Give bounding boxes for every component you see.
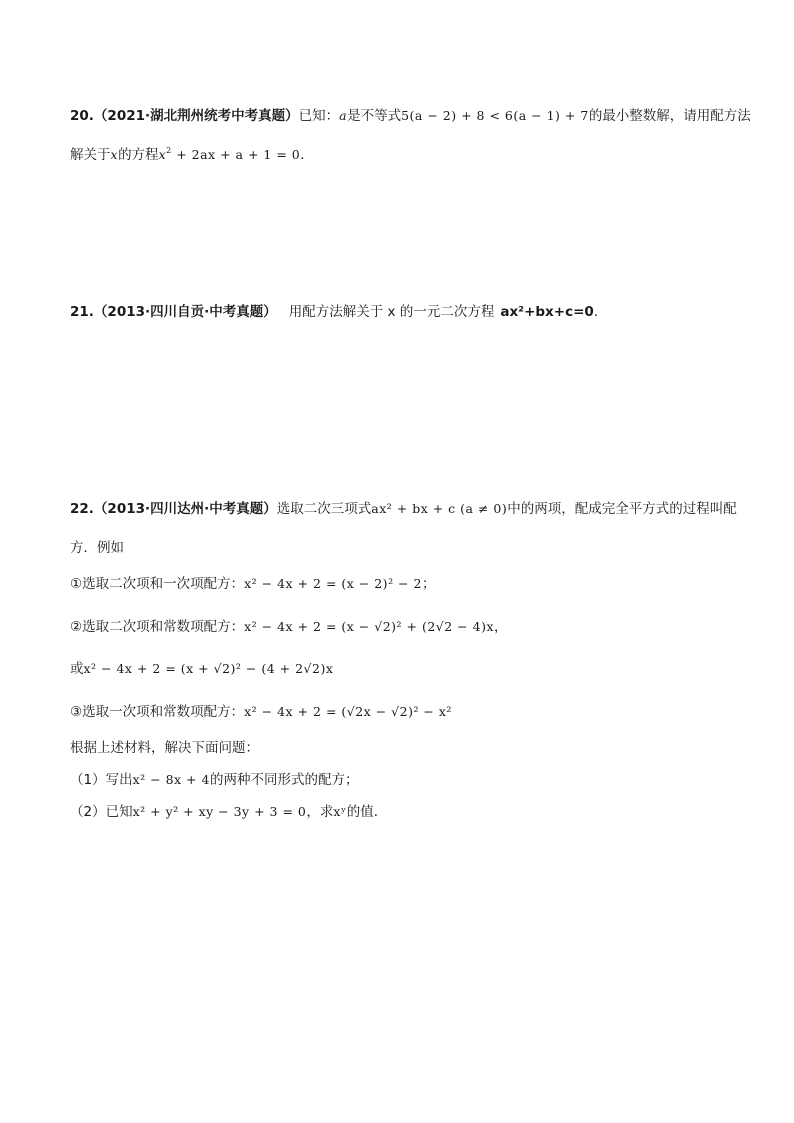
q21-line: [70, 302, 598, 322]
q21-number: 21.: [70, 304, 94, 320]
q21-end: .: [593, 304, 599, 320]
q22-item1-equation: x² − 4x + 2 = (x − 2)² − 2: [244, 576, 422, 591]
q22-item3-equation: x² − 4x + 2 = (√2x − √2)² − x²: [244, 704, 452, 719]
q20-text-1: 已知：: [298, 108, 340, 124]
q22-item3: [70, 702, 452, 722]
q22-sub1-expr: x² − 8x + 4: [132, 772, 210, 787]
q22-sub1-label: （1）写出: [70, 772, 133, 788]
q22-intro: [70, 738, 259, 758]
q20-equation: $x^2 + 2ax + a + 1 = 0$: [158, 146, 301, 162]
q22-trinomial: ax² + bx + c (a ≠ 0): [371, 501, 508, 516]
q22-text-3: 方．例如: [70, 540, 124, 556]
q22-sub2-target: xʸ: [333, 804, 347, 819]
q22-sub1: [70, 770, 358, 790]
q20-end: .: [300, 147, 305, 163]
q22-item2-end: ，: [494, 619, 508, 635]
q22-item1: [70, 574, 435, 594]
q22-item1-end: ；: [421, 576, 436, 592]
q22-alt: [70, 659, 333, 679]
q22-item3-label: ③选取一次项和常数项配方：: [70, 704, 245, 720]
q21-equation: ax²+bx+c=0: [500, 304, 594, 320]
q20-line1: [70, 106, 751, 126]
q20-inequality: 5(a − 2) + 8 < 6(a − 1) + 7: [401, 108, 589, 123]
q22-line1: [70, 499, 737, 519]
q20-text-2: 是不等式: [347, 108, 402, 124]
q22-item2-label: ②选取二次项和常数项配方：: [70, 619, 245, 635]
q22-sub1-end: 的两种不同形式的配方；: [209, 772, 359, 788]
q22-line2: [70, 538, 124, 558]
q22-sub2-mid: ，求: [306, 804, 334, 820]
q20-number: 20.: [70, 108, 94, 124]
q22-alt-equation: x² − 4x + 2 = (x + √2)² − (4 + 2√2)x: [83, 661, 334, 676]
q22-item2-equation: x² − 4x + 2 = (x − √2)² + (2√2 − 4)x: [244, 619, 495, 634]
q22-item1-label: ①选取二次项和一次项配方：: [70, 576, 245, 592]
q21-text: 用配方法解关于 x 的一元二次方程: [288, 304, 495, 320]
q22-sub2: [70, 802, 387, 822]
q22-alt-label: 或: [70, 661, 84, 677]
q22-sub2-end: 的值．: [346, 804, 388, 820]
q20-line2: [70, 145, 305, 165]
q20-var-a: a: [339, 108, 348, 123]
q22-text-2: 中的两项，配成完全平方式的过程叫配: [507, 501, 737, 517]
q20-text-4: 解关于: [70, 147, 111, 163]
q22-sub2-label: （2）已知: [70, 804, 133, 820]
q22-number: 22.: [70, 501, 94, 517]
q20-text-3: 的最小整数解，请用配方法: [588, 108, 751, 124]
q22-item2: [70, 617, 508, 637]
q22-sub2-expr: x² + y² + xy − 3y + 3 = 0: [132, 804, 307, 819]
q22-intro-text: 根据上述材料，解决下面问题：: [70, 740, 259, 756]
q20-text-5: 的方程: [118, 147, 159, 163]
q22-text-1: 选取二次三项式: [276, 501, 372, 517]
q22-source: （2013·四川达州·中考真题）: [93, 501, 277, 517]
q21-source: （2013·四川自贡·中考真题）: [93, 304, 277, 320]
q20-source: （2021·湖北荆州统考中考真题）: [93, 108, 299, 124]
q20-var-x: x: [110, 147, 119, 162]
